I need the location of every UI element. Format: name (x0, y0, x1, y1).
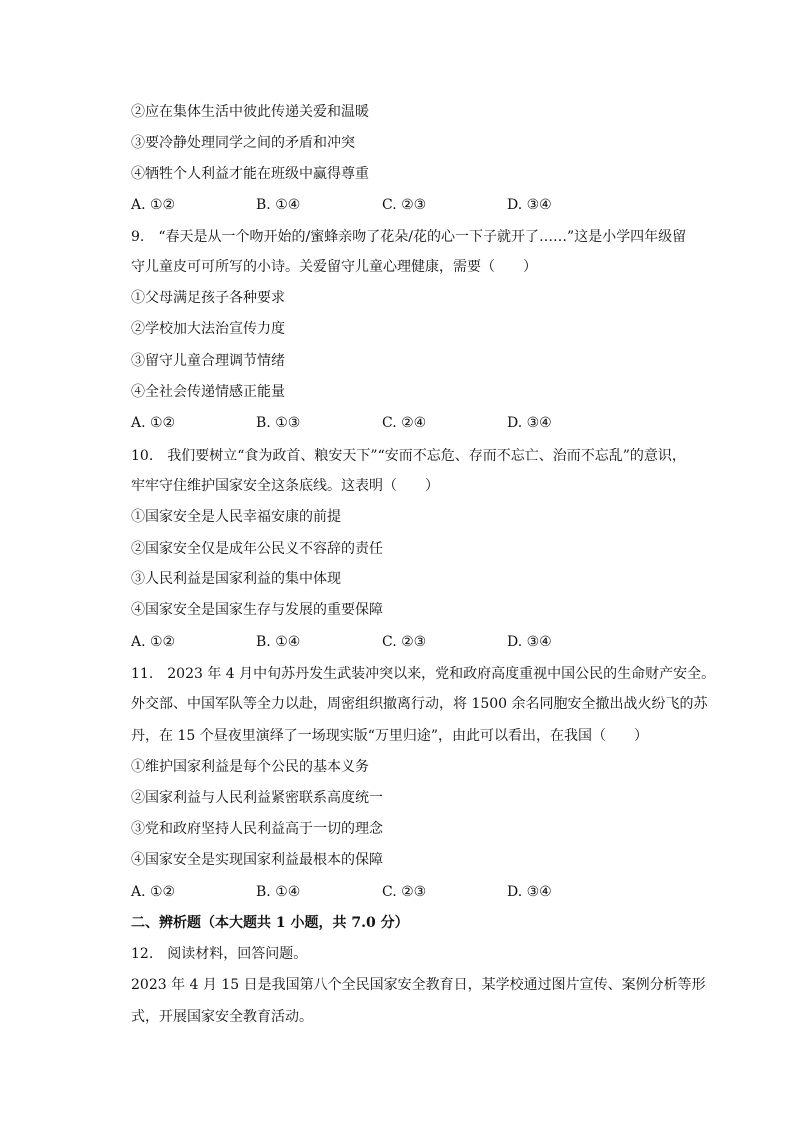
q9-stem-line-2: 守儿童皮可可所写的小诗。关爱留守儿童心理健康，需要（ ） (131, 259, 537, 275)
q11-stem-line-3: 丹，在 15 个昼夜里演绎了一场现实版“万里归途”，由此可以看出，在我国（ ） (131, 728, 649, 744)
q11-stem-line-1: 11. 2023 年 4 月中旬苏丹发生武装冲突以来，党和政府高度重视中国公民的生命财产安全。 (131, 666, 716, 682)
q10-option-c: C. ②③ (382, 634, 427, 650)
q10-item-1: ①国家安全是人民幸福安康的前提 (131, 509, 341, 525)
q8-item-4: ④牺牲个人利益才能在班级中赢得尊重 (131, 166, 369, 182)
q9-option-c: C. ②④ (382, 415, 427, 431)
q11-option-d: D. ③④ (507, 884, 552, 900)
q10-option-b: B. ①④ (256, 634, 301, 650)
q12-material-line-1: 2023 年 4 月 15 日是我国第八个全民国家安全教育日，某学校通过图片宣传、案例分析等形 (131, 977, 706, 993)
q11-options (131, 882, 691, 902)
q11-option-c: C. ②③ (382, 884, 427, 900)
q10-options (131, 632, 691, 652)
section-heading: 二、辨析题（本大题共 1 小题，共 7.0 分） (131, 915, 409, 931)
q8-option-d: D. ③④ (507, 197, 552, 213)
q9-option-b: B. ①③ (256, 415, 301, 431)
q8-option-c: C. ②③ (382, 197, 427, 213)
q9-item-3: ③留守儿童合理调节情绪 (131, 353, 285, 369)
q12-material-line-2: 式，开展国家安全教育活动。 (131, 1009, 313, 1025)
q11-option-b: B. ①④ (256, 884, 301, 900)
q11-item-4: ④国家安全是实现国家利益最根本的保障 (131, 852, 383, 868)
q8-item-3: ③要冷静处理同学之间的矛盾和冲突 (131, 135, 355, 151)
q12-stem: 12. 阅读材料，回答问题。 (131, 946, 308, 962)
q11-item-2: ②国家利益与人民利益紧密联系高度统一 (131, 790, 383, 806)
q9-options (131, 413, 691, 433)
q10-item-4: ④国家安全是国家生存与发展的重要保障 (131, 602, 383, 618)
q9-option-d: D. ③④ (507, 415, 552, 431)
q10-option-a: A. ①② (131, 634, 176, 650)
q9-item-1: ①父母满足孩子各种要求 (131, 290, 285, 306)
q10-stem-line-2: 牢牢守住维护国家安全这条底线。这表明（ ） (131, 478, 439, 494)
q10-option-d: D. ③④ (507, 634, 552, 650)
q8-item-2: ②应在集体生活中彼此传递关爱和温暖 (131, 104, 369, 120)
q10-item-2: ②国家安全仅是成年公民义不容辞的责任 (131, 541, 383, 557)
q9-option-a: A. ①② (131, 415, 176, 431)
q8-options (131, 195, 691, 215)
q11-item-1: ①维护国家利益是每个公民的基本义务 (131, 759, 369, 775)
q11-option-a: A. ①② (131, 884, 176, 900)
q10-item-3: ③人民利益是国家利益的集中体现 (131, 571, 341, 587)
q9-stem-line-1: 9. “春天是从一个吻开始的/蜜蜂亲吻了花朵/花的心一下子就开了……”这是小学四年级留 (131, 229, 687, 245)
q11-item-3: ③党和政府坚持人民利益高于一切的理念 (131, 821, 383, 837)
q8-option-a: A. ①② (131, 197, 176, 213)
q8-option-b: B. ①④ (256, 197, 301, 213)
q10-stem-line-1: 10. 我们要树立“食为政首、粮安天下”“安而不忘危、存而不忘亡、治而不忘乱”的意识， (131, 448, 686, 464)
q11-stem-line-2: 外交部、中国军队等全力以赴，周密组织撤离行动，将 1500 余名同胞安全撤出战火纷飞的苏 (131, 696, 708, 712)
q9-item-4: ④全社会传递情感正能量 (131, 384, 285, 400)
q9-item-2: ②学校加大法治宣传力度 (131, 321, 285, 337)
